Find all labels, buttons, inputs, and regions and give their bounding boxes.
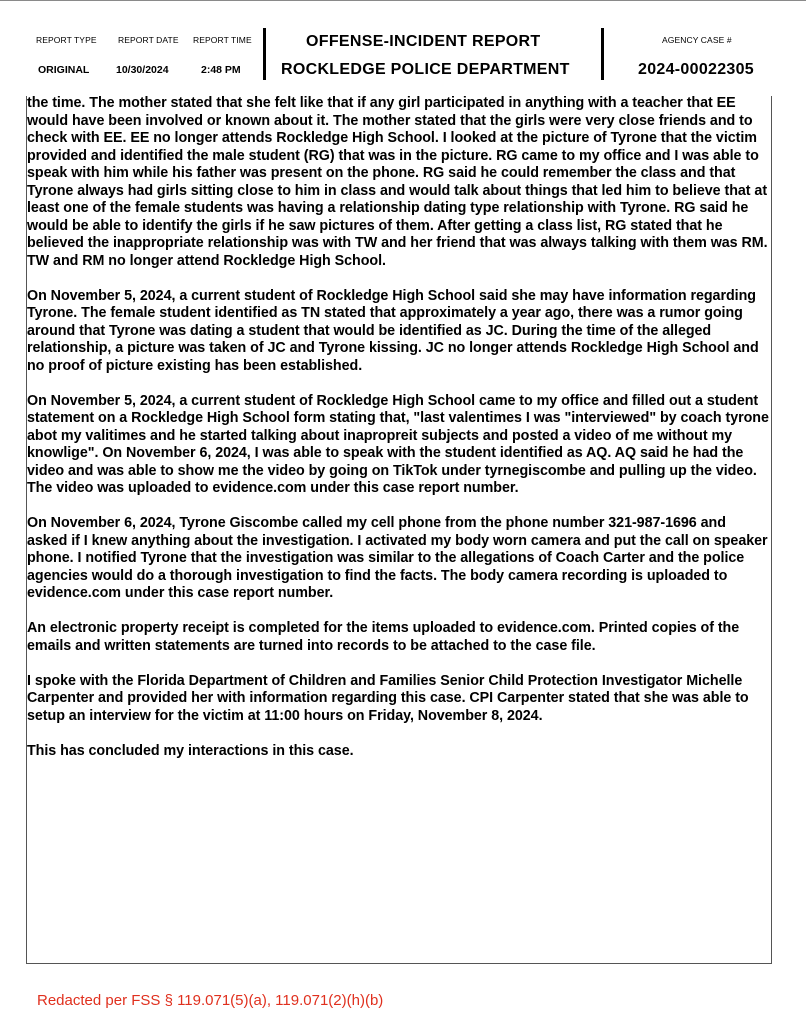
report-type-label: REPORT TYPE bbox=[36, 35, 97, 45]
department-name: ROCKLEDGE POLICE DEPARTMENT bbox=[281, 61, 570, 78]
redaction-notice: Redacted per FSS § 119.071(5)(a), 119.071(2)(h)(b) bbox=[37, 992, 384, 1009]
header-divider-left bbox=[263, 28, 266, 80]
narrative-paragraph: On November 6, 2024, Tyrone Giscombe called my cell phone from the phone number 321-987-1696 and asked if I knew anything about the investigation. I activated my body worn camera and put the call on speaker phone. I notified Tyrone that the investigation was similar to the allegations of Coach Carter and the police agencies would do a thorough investigation to find the facts. The body camera recording is uploaded to evidence.com under this case report number. bbox=[27, 515, 768, 601]
narrative-paragraph: the time. The mother stated that she felt like that if any girl participated in anything with a teacher that EE would have been involved or known about it. The mother stated that the girls were very close friends and to check with EE. EE no longer attends Rockledge High School. I looked at the picture of Tyrone that the victim provided and identified the male student (RG) that was in the picture. RG came to my office and I was able to speak with him while his father was present on the phone. RG said he could remember the class and that Tyrone always had girls sitting close to him in class and would talk about things that led him to believe that at least one of the female students was having a relationship dating type relationship with Tyrone. RG said he would be able to identify the girls if he saw pictures of them. After getting a class list, RG stated that he believed the inappropriate relationship was with TW and her friend that was always talking with them was RM. TW and RM no longer attend Rockledge High School. bbox=[27, 95, 768, 269]
narrative-paragraph: This has concluded my interactions in this case. bbox=[27, 742, 354, 759]
report-time-value: 2:48 PM bbox=[201, 64, 241, 76]
top-rule bbox=[0, 0, 806, 1]
report-type-value: ORIGINAL bbox=[38, 64, 90, 76]
report-title: OFFENSE-INCIDENT REPORT bbox=[306, 33, 541, 50]
narrative-paragraph: On November 5, 2024, a current student of Rockledge High School came to my office and filled out a student statement on a Rockledge High School form stating that, "last valentimes I was "interviewed" by coach tyrone abot my valitimes and he started talking about inapropreit subjects and posted a video of me without my knowlige". On November 6, 2024, I was able to speak with the student identified as AQ. AQ said he had the video and was able to show me the video by going on TikTok under tyrnegiscombe and pulling up the video. The video was uploaded to evidence.com under this case report number. bbox=[27, 392, 769, 496]
agency-case-number: 2024-00022305 bbox=[638, 61, 755, 78]
narrative-paragraph: I spoke with the Florida Department of Children and Families Senior Child Protection Investigator Michelle Carpenter and provided her with information regarding this case. CPI Carpenter stated that she was able to setup an interview for the victim at 11:00 hours on Friday, November 8, 2024. bbox=[27, 672, 749, 724]
report-date-label: REPORT DATE bbox=[118, 35, 179, 45]
report-time-label: REPORT TIME bbox=[193, 35, 252, 45]
agency-case-label: AGENCY CASE # bbox=[662, 35, 732, 45]
report-narrative bbox=[27, 95, 770, 778]
report-date-value: 10/30/2024 bbox=[116, 64, 169, 76]
header-divider-right bbox=[601, 28, 604, 80]
narrative-paragraph: An electronic property receipt is completed for the items uploaded to evidence.com. Printed copies of the emails and written statements are turned into records to be attached to the case file. bbox=[27, 620, 740, 654]
narrative-paragraph: On November 5, 2024, a current student of Rockledge High School said she may have information regarding Tyrone. The female student identified as TN stated that approximately a year ago, there was a rumor going around that Tyrone was dating a student that would be identified as JC. During the time of the alleged relationship, a picture was taken of JC and Tyrone kissing. JC no longer attends Rockledge High School and no proof of picture existing has been established. bbox=[27, 287, 759, 374]
